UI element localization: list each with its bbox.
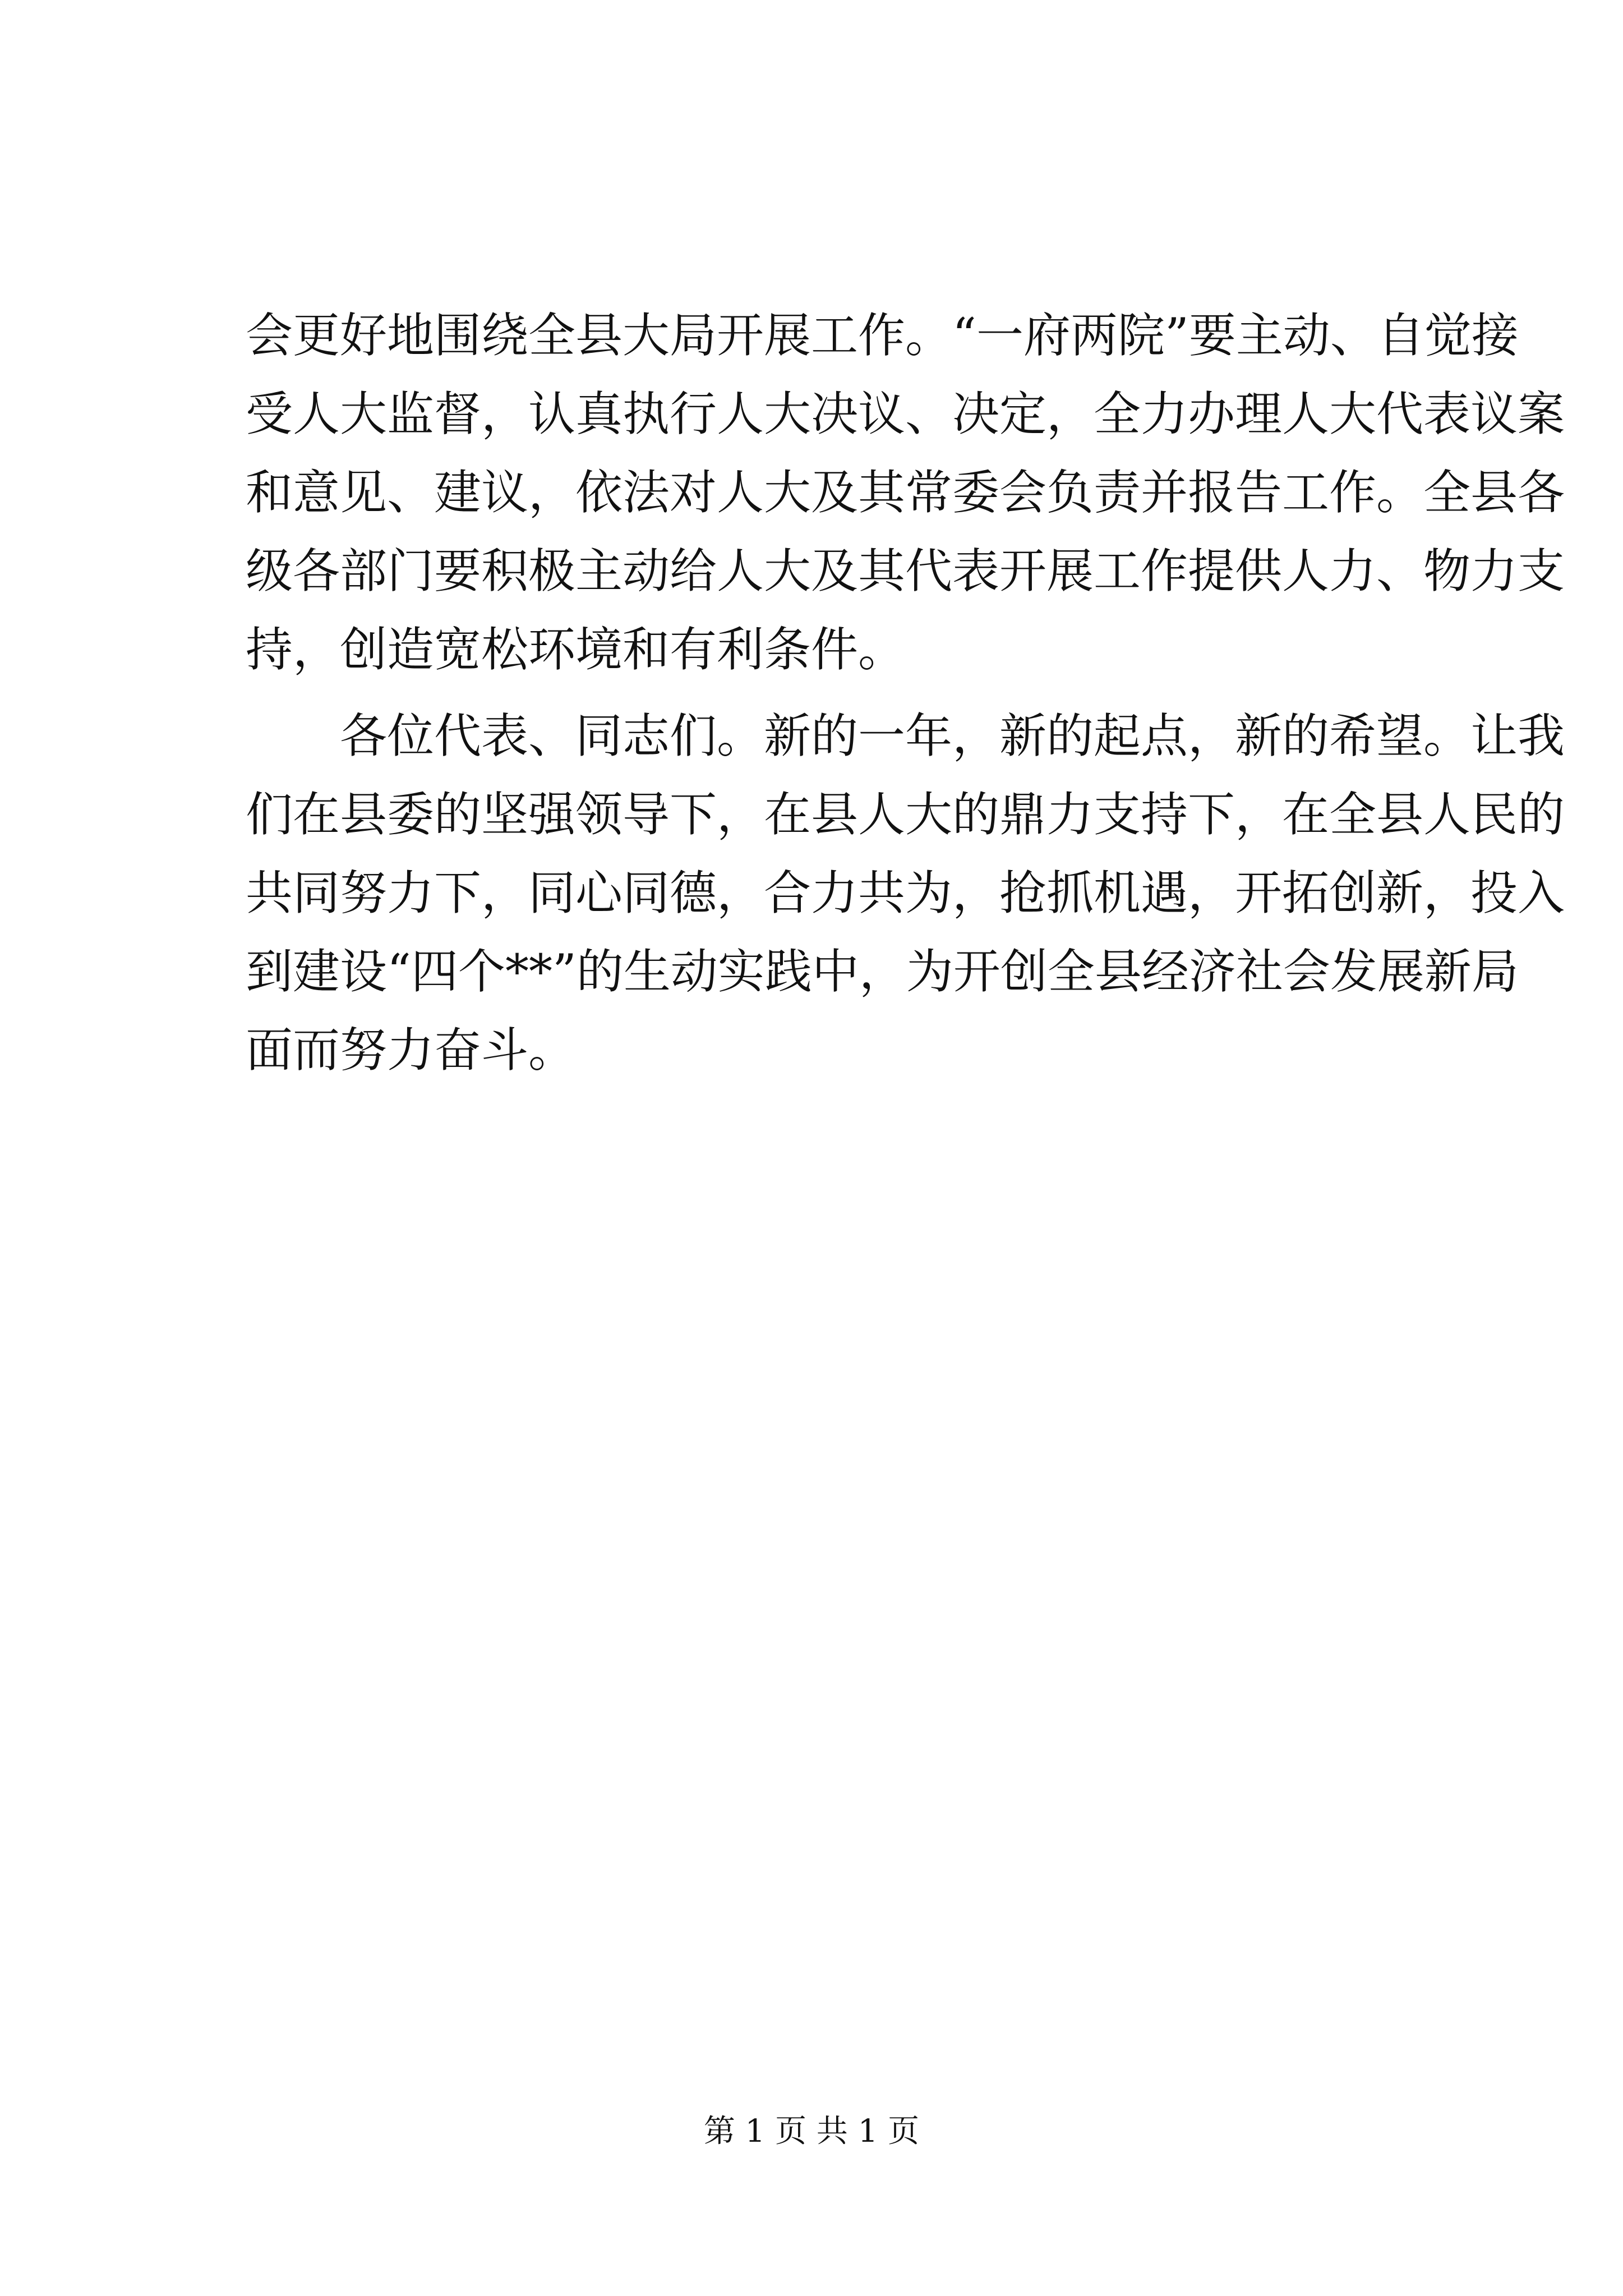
page-footer: 第 1 页 共 1 页 <box>703 2113 920 2150</box>
paragraph-2 <box>246 697 1565 1089</box>
text-line: 面而努力奋斗。 <box>246 1023 576 1078</box>
text-line: 级各部门要积极主动给人大及其代表开展工作提供人力、物力支 <box>246 544 1565 599</box>
document-body <box>246 296 1565 1089</box>
text-line: 共同努力下，同心同德，合力共为，抢抓机遇，开拓创新，投入 <box>246 866 1565 921</box>
text-line: 到建设“四个**”的生动实践中，为开创全县经济社会发展新局 <box>246 944 1519 999</box>
text-line: 和意见、建议，依法对人大及其常委会负责并报告工作。全县各 <box>246 465 1565 520</box>
paragraph-1 <box>246 296 1565 689</box>
text-line: 会更好地围绕全县大局开展工作。“一府两院”要主动、自觉接 <box>246 308 1519 363</box>
text-line: 受人大监督，认真执行人大决议、决定，全力办理人大代表议案 <box>246 386 1565 441</box>
text-line: 各位代表、同志们。新的一年，新的起点，新的希望。让我 <box>246 708 1565 763</box>
text-line: 持，创造宽松环境和有利条件。 <box>246 622 906 677</box>
text-line: 们在县委的坚强领导下，在县人大的鼎力支持下，在全县人民的 <box>246 787 1565 842</box>
